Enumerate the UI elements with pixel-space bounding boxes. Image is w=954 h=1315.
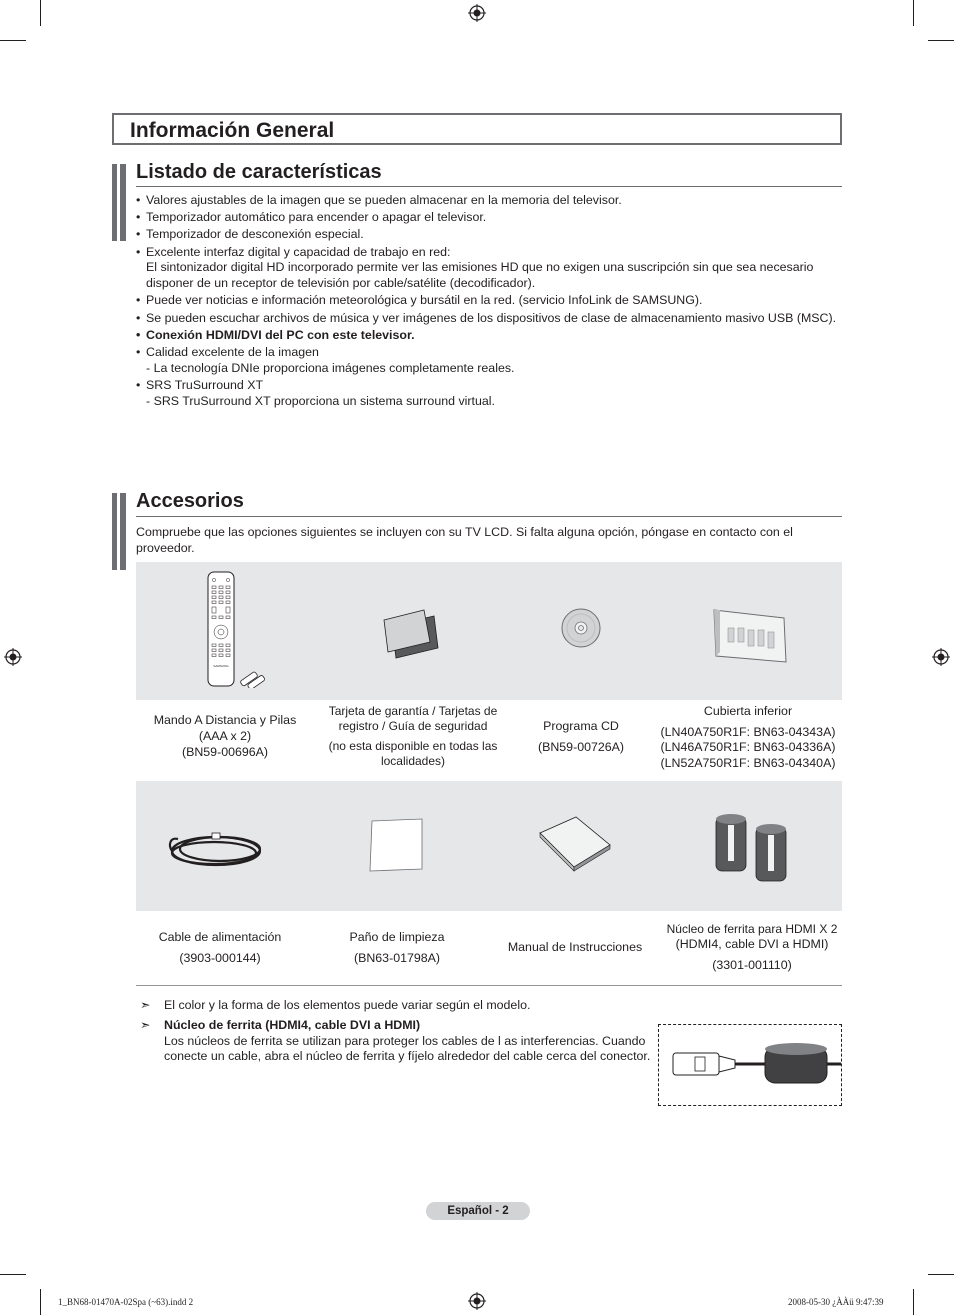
feature-item: • Valores ajustables de la imagen que se pueden almacenar en la memoria del televisor. <box>136 193 842 209</box>
features-list <box>136 193 842 411</box>
cd-icon <box>560 607 602 649</box>
feature-subtext: - SRS TruSurround XT proporciona un sistema surround virtual. <box>146 393 495 408</box>
accessory-caption: (AAA x 2) <box>198 729 252 743</box>
note-arrow-icon: ➣ <box>140 1018 151 1033</box>
crop-mark <box>0 40 26 41</box>
accessory-caption: Tarjeta de garantía / Tarjetas de registro / Guía de seguridad (no esta disponible en todas las localidades) <box>328 704 498 768</box>
accessory-caption: Cubierta inferior (LN40A750R1F: BN63-04343A) (LN46A750R1F: BN63-04336A) (LN52A750R1F: BN63-04340A) <box>660 704 836 770</box>
feature-item: • Temporizador automático para encender o apagar el televisor. <box>136 210 842 226</box>
heading-rule <box>136 186 842 187</box>
registration-mark-icon <box>468 4 486 22</box>
accessory-caption: (BN59-00696A) <box>181 745 269 759</box>
accessories-intro: Compruebe que las opciones siguientes se incluyen con su TV LCD. Si falta alguna opción, póngase en contacto con el proveedor. <box>136 525 793 555</box>
ferrite-illustration-box <box>658 1024 842 1106</box>
manual-icon <box>536 815 614 873</box>
accessories-heading: Accesorios <box>136 490 244 512</box>
print-file-info: 1_BN68-01470A-02Spa (~63).indd 2 <box>58 1297 194 1307</box>
registration-mark-icon <box>4 648 22 666</box>
heading-bar <box>112 493 126 570</box>
note-title: Núcleo de ferrita (HDMI4, cable DVI a HDMI) <box>164 1018 421 1033</box>
registration-mark-icon <box>468 1292 486 1310</box>
feature-item: • Temporizador de desconexión especial. <box>136 227 842 243</box>
crop-mark <box>0 1274 26 1275</box>
crop-mark <box>928 40 954 41</box>
ferrite-core-icon <box>710 811 804 885</box>
page-number-badge: Español - 2 <box>426 1202 530 1220</box>
note-body: Los núcleos de ferrita se utilizan para proteger los cables de l as interferencias. Cuando conecte un cable, abra el núcleo de ferrita y fíjelo alrededor del cable cerca del conector. <box>164 1033 651 1064</box>
heading-bar <box>112 164 126 241</box>
accessory-caption: Paño de limpieza (BN63-01798A) <box>349 930 445 965</box>
note-arrow-icon: ➣ <box>140 998 151 1012</box>
heading-rule <box>136 516 842 517</box>
remote-control-icon <box>202 570 272 688</box>
feature-subtext: El sintonizador digital HD incorporado permite ver las emisiones HD que no exigen una suscripción sin que sea necesario disponer de un receptor de televisión por cable/satélite (decodificador). <box>146 260 814 291</box>
accessory-caption: Mando A Distancia y Pilas <box>153 713 297 727</box>
bottom-cover-icon <box>706 606 790 666</box>
note-item: ➣ El color y la forma de los elementos puede variar según el modelo. <box>140 998 531 1012</box>
feature-item: • Puede ver noticias e información meteorológica y bursátil en la red. (servicio InfoLink de SAMSUNG). <box>136 293 842 309</box>
crop-mark <box>913 1289 914 1315</box>
registration-mark-icon <box>932 648 950 666</box>
crop-mark <box>913 0 914 26</box>
crop-mark <box>40 1289 41 1315</box>
accessory-image-row <box>136 562 842 700</box>
remote-brand-text: SAMSUNG <box>213 664 229 668</box>
accessory-caption: Núcleo de ferrita para HDMI X 2 (HDMI4, cable DVI a HDMI) (3301-001110) <box>666 922 838 972</box>
feature-item: • SRS TruSurround XT - SRS TruSurround XT proporciona un sistema surround virtual. <box>136 378 842 410</box>
print-date-info: 2008-05-30 ¿ÀÀü 9:47:39 <box>788 1297 884 1307</box>
crop-mark <box>928 1274 954 1275</box>
feature-subtext: - La tecnología DNIe proporciona imágenes completamente reales. <box>146 360 515 375</box>
note-item <box>136 1018 656 1064</box>
cleaning-cloth-icon <box>366 817 426 875</box>
accessory-caption: Manual de Instrucciones <box>507 940 643 954</box>
crop-mark <box>40 0 41 26</box>
feature-item: • Se pueden escuchar archivos de música y ver imágenes de los dispositivos de clase de almacenamiento masivo USB (MSC). <box>136 311 842 327</box>
notes-section <box>136 998 656 1070</box>
cards-icon <box>380 606 442 662</box>
feature-item: • Excelente interfaz digital y capacidad de trabajo en red: El sintonizador digital HD incorporado permite ver las emisiones HD que no exigen una suscripción sin que sea necesario disponer de un receptor de televisión por cable/satélite (decodificador). <box>136 245 842 292</box>
divider <box>136 985 842 986</box>
features-heading: Listado de características <box>136 161 382 183</box>
accessory-caption: Cable de alimentación (3903-000144) <box>158 930 282 965</box>
ferrite-cable-icon <box>659 1025 841 1105</box>
accessory-caption: Programa CD (BN59-00726A) <box>537 719 625 754</box>
feature-item: • Conexión HDMI/DVI del PC con este televisor. <box>136 328 842 344</box>
power-cord-icon <box>166 829 276 871</box>
feature-item: • Calidad excelente de la imagen - La tecnología DNIe proporciona imágenes completamente reales. <box>136 345 842 377</box>
accessory-image-row <box>136 781 842 911</box>
section-title-box <box>112 113 842 145</box>
section-title: Información General <box>130 119 335 142</box>
